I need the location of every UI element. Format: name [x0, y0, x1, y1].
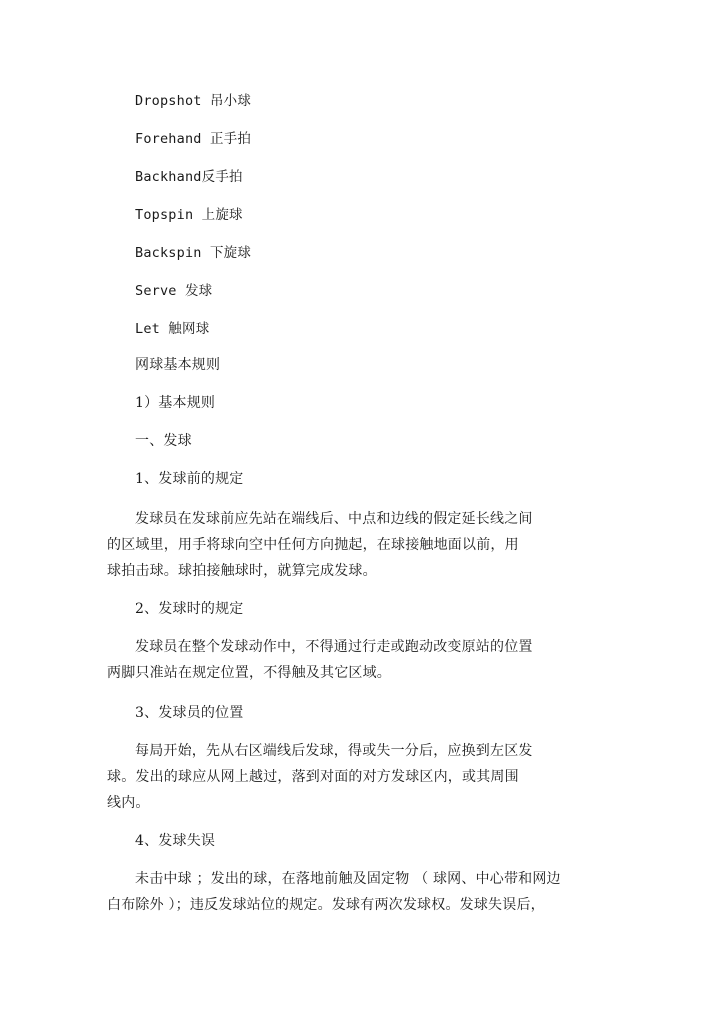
item-heading: 2、发球时的规定	[135, 601, 244, 617]
paragraph-line: 线内。	[107, 795, 150, 811]
paragraph-line: 白布除外 ）；违反发球站位的规定。发球有两次发球权。发球失误后，	[107, 897, 545, 913]
item-heading: 1、发球前的规定	[135, 471, 244, 487]
paragraph-line: 发球员在整个发球动作中，不得通过行走或跑动改变原站的位置	[135, 639, 533, 655]
part-title: 一、发球	[135, 433, 192, 449]
paragraph-line: 发球员在发球前应先站在端线后、中点和边线的假定延长线之间	[135, 511, 533, 527]
paragraph-line: 每局开始，先从右区端线后发球，得或失一分后，应换到左区发	[135, 743, 533, 759]
paragraph-line: 球拍击球。球拍接触球时，就算完成发球。	[107, 563, 377, 579]
term-backspin: Backspin 下旋球	[135, 245, 252, 261]
term-topspin: Topspin 上旋球	[135, 207, 243, 223]
subsection-title: 1）基本规则	[135, 395, 216, 411]
paragraph-line: 两脚只准站在规定位置，不得触及其它区域。	[107, 665, 391, 681]
term-let: Let 触网球	[135, 321, 210, 337]
paragraph-line: 球。发出的球应从网上越过，落到对面的对方发球区内，或其周围	[107, 769, 519, 785]
term-serve: Serve 发球	[135, 283, 213, 299]
item-heading: 3、发球员的位置	[135, 705, 244, 721]
paragraph-line: 的区域里，用手将球向空中任何方向抛起，在球接触地面以前，用	[107, 537, 519, 553]
item-heading: 4、发球失误	[135, 833, 216, 849]
term-forehand: Forehand 正手拍	[135, 131, 252, 147]
term-backhand: Backhand反手拍	[135, 169, 243, 185]
term-dropshot: Dropshot 吊小球	[135, 93, 252, 109]
paragraph-line: 未击中球 ；发出的球，在落地前触及固定物 （ 球网、中心带和网边	[135, 871, 561, 887]
section-title: 网球基本规则	[135, 357, 221, 373]
